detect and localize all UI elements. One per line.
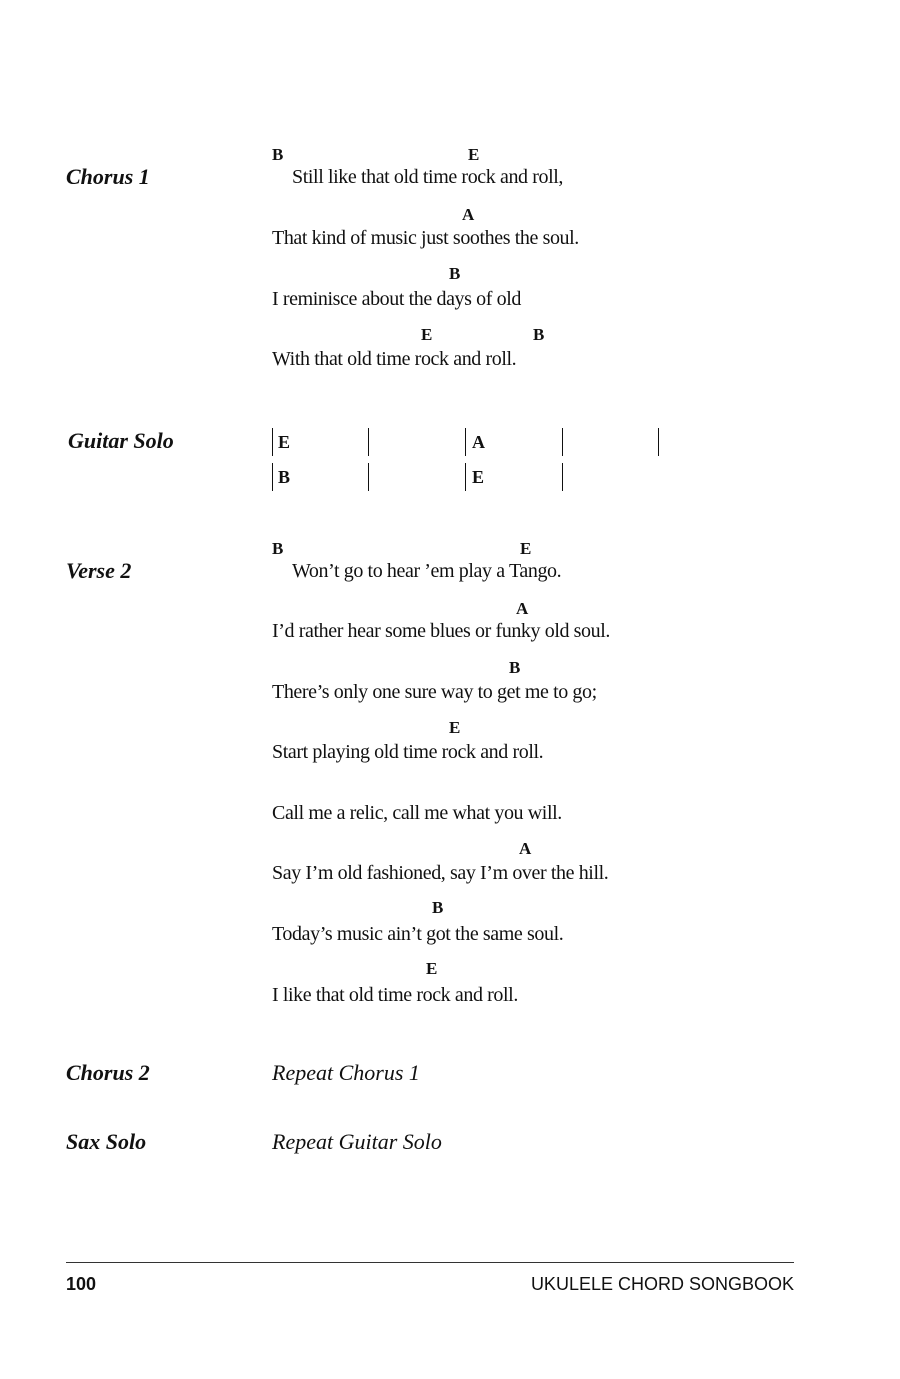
chord: E [278,432,291,452]
lyric-line: That kind of music just soothes the soul. [272,227,579,249]
chord: A [472,432,485,452]
chord: E [421,325,433,344]
lyric-line: Start playing old time rock and roll. [272,741,544,763]
lyric-line: There’s only one sure way to get me to go; [272,681,597,703]
section-label-guitar-solo: Guitar Solo [68,428,174,453]
chord: E [426,959,438,978]
lyric-line: Say I’m old fashioned, say I’m over the hill. [272,862,609,884]
lyric-line: I like that old time rock and roll. [272,984,518,1006]
chord: B [278,467,291,487]
page-number: 100 [66,1274,97,1294]
chord: B [432,898,444,917]
bar-line [562,463,563,491]
chord: A [516,599,529,618]
repeat-instruction: Repeat Chorus 1 [272,1060,420,1085]
lyric-line: Still like that old time rock and roll, [292,166,564,188]
bar-line [272,428,273,456]
bar-line [465,463,466,491]
chord: E [472,467,485,487]
lyric-line: With that old time rock and roll. [272,348,517,370]
bar-line [368,463,369,491]
lyric-line: I’d rather hear some blues or funky old soul. [272,620,611,642]
lyric-line: Won’t go to hear ’em play a Tango. [292,560,562,582]
lyric-line: Today’s music ain’t got the same soul. [272,923,564,945]
lyric-line: Call me a relic, call me what you will. [272,802,562,824]
chord: A [462,205,475,224]
chord: E [468,145,480,164]
chord: B [533,325,545,344]
bar-line [465,428,466,456]
book-title: UKULELE CHORD SONGBOOK [530,1274,794,1294]
repeat-instruction: Repeat Guitar Solo [272,1129,442,1154]
bar-line [658,428,659,456]
chord: B [272,539,284,558]
chord: B [272,145,284,164]
section-label-verse-2: Verse 2 [66,558,132,583]
lyric-line: I reminisce about the days of old [272,288,521,310]
bar-line [368,428,369,456]
chord: B [509,658,521,677]
section-label-chorus-1: Chorus 1 [66,164,150,189]
bar-line [562,428,563,456]
chord: E [449,718,461,737]
chord: A [519,839,532,858]
footer-divider [66,1262,794,1263]
section-label-sax-solo: Sax Solo [66,1129,147,1154]
chord: E [520,539,532,558]
chord: B [449,264,461,283]
bar-line [272,463,273,491]
section-label-chorus-2: Chorus 2 [66,1060,150,1085]
